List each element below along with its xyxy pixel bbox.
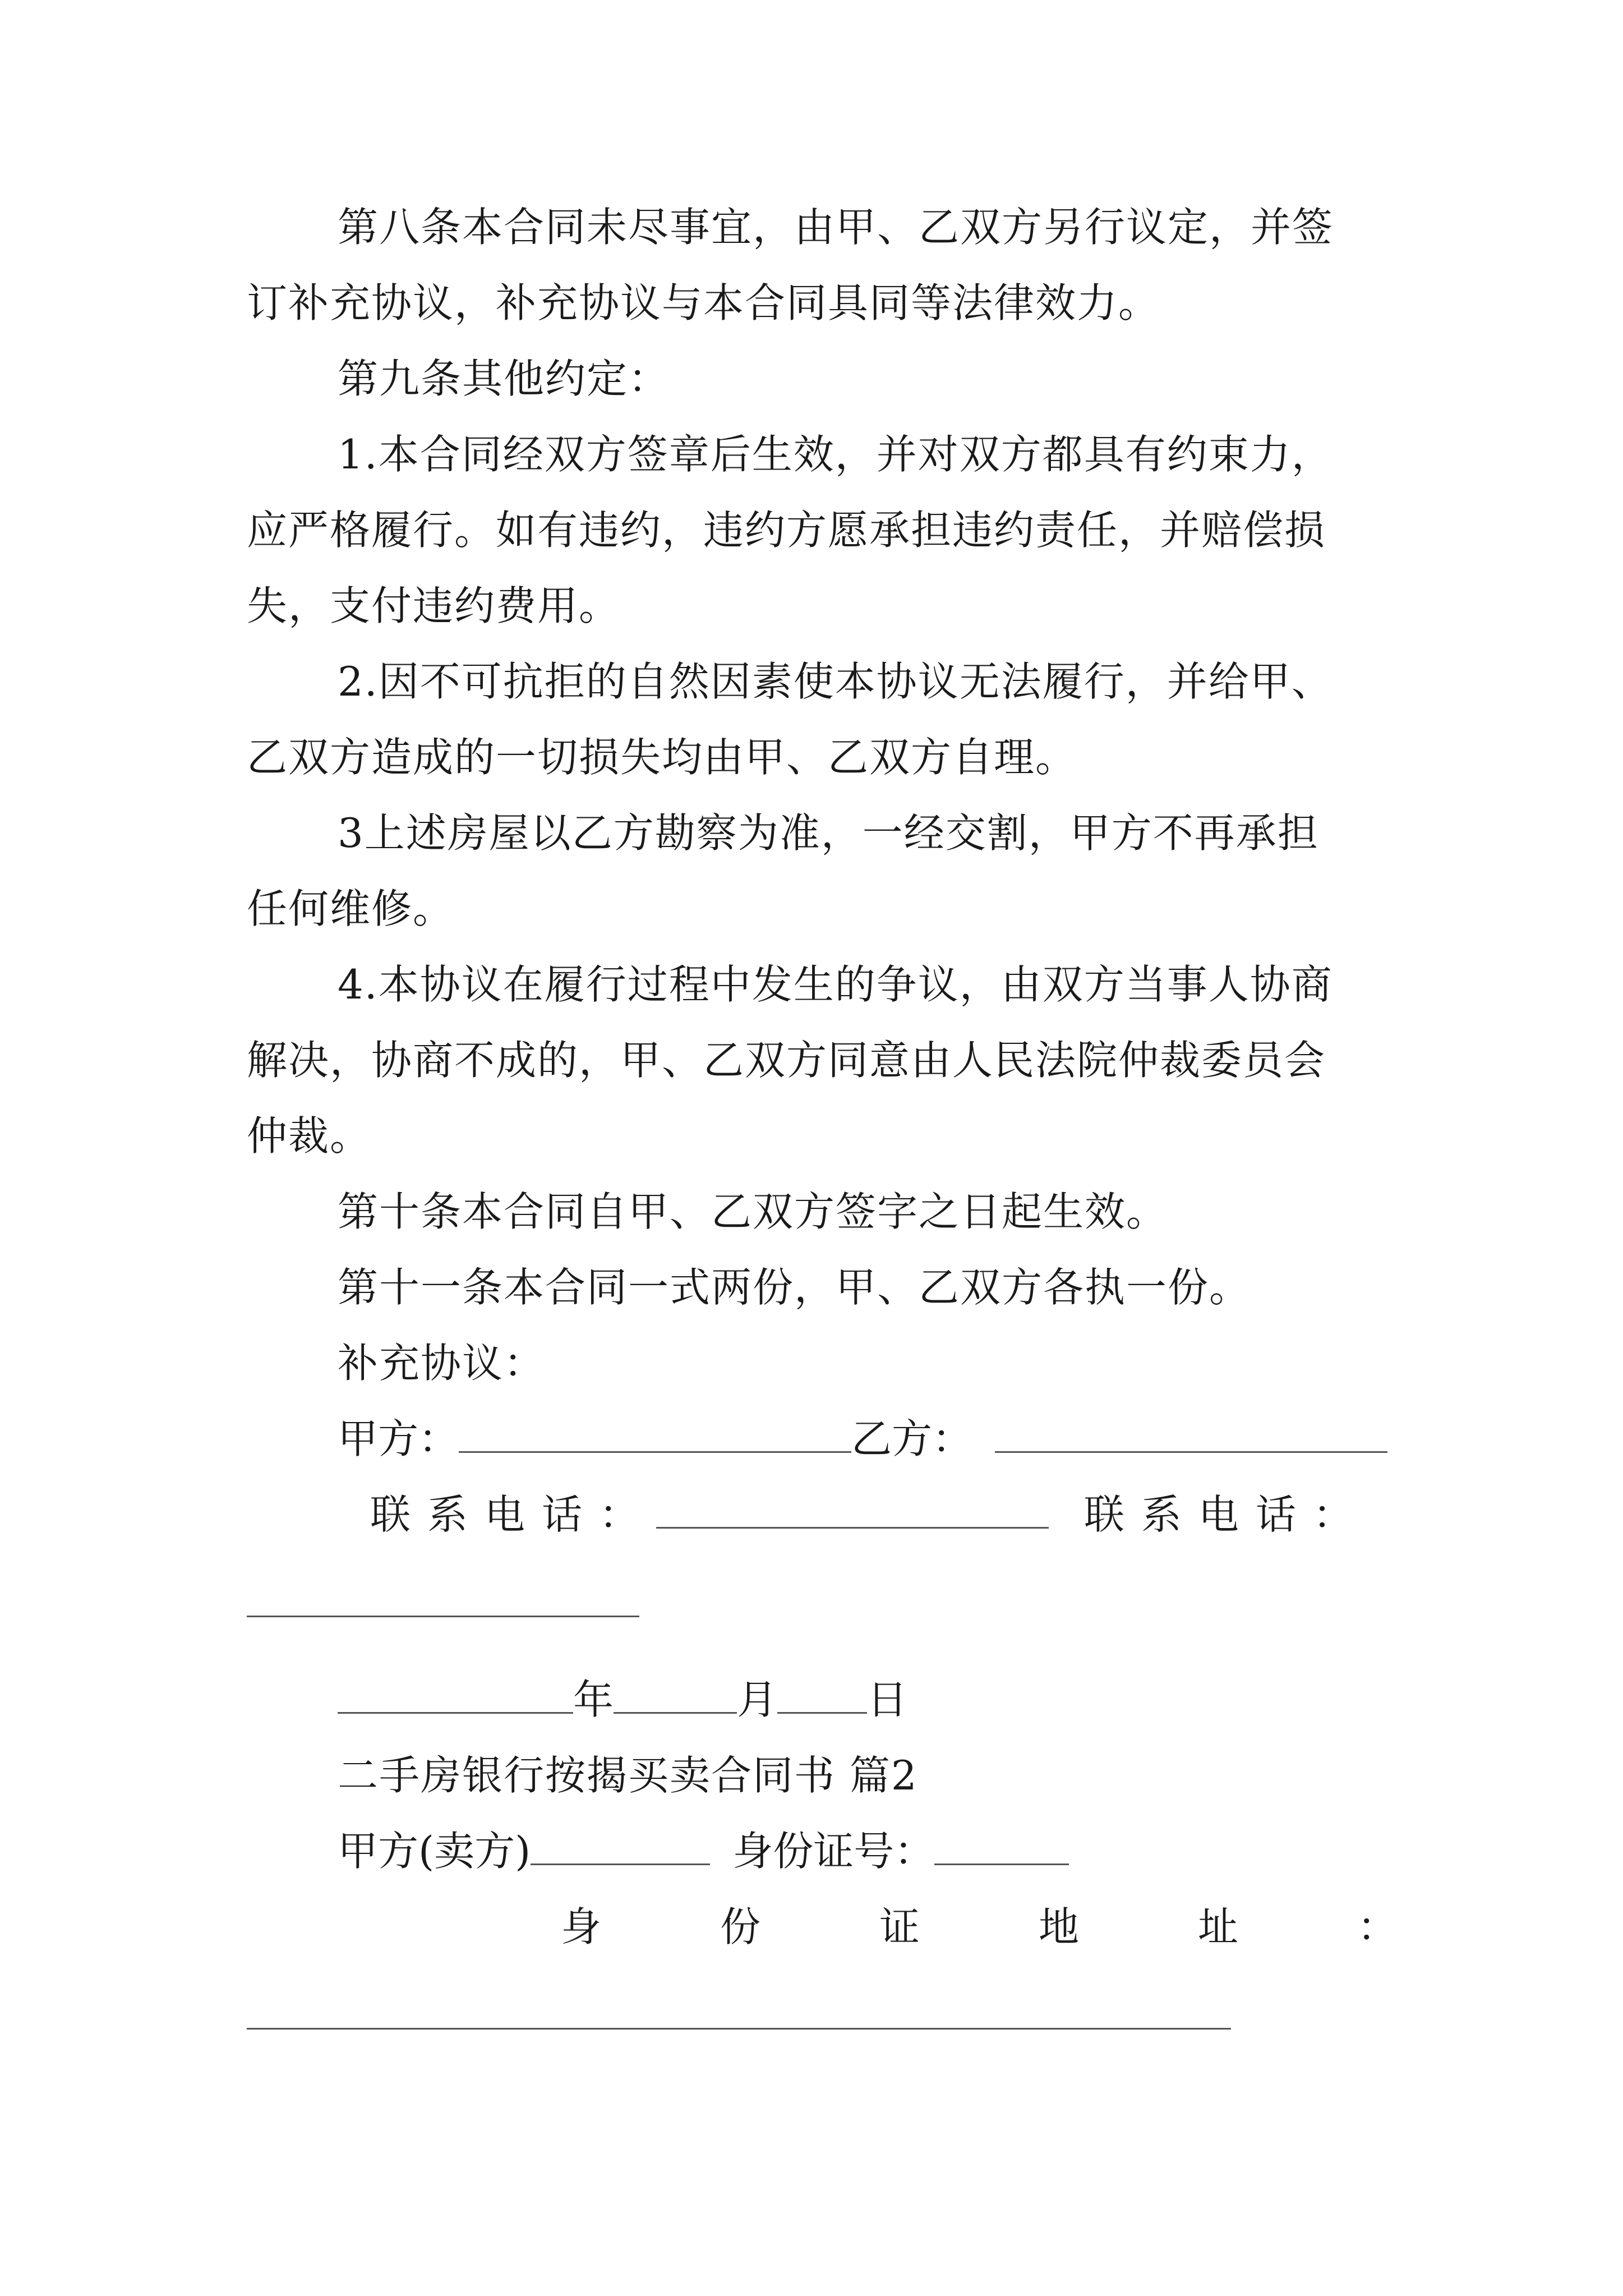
year-label: 年 bbox=[573, 1676, 614, 1723]
id-address-label: 身份证地址： bbox=[561, 1903, 1517, 1950]
date-line bbox=[338, 1674, 907, 1725]
paragraph-line: 4.本协议在履行过程中发生的争议，由双方当事人协商 bbox=[338, 961, 1333, 1008]
contact-label-a: 联系电话： bbox=[370, 1491, 657, 1538]
paragraph-line: 任何维修。 bbox=[247, 885, 455, 932]
month-label: 月 bbox=[737, 1676, 778, 1723]
paragraph-line: 第八条本合同未尽事宜，由甲、乙双方另行议定，并签 bbox=[338, 204, 1334, 251]
paragraph-line: 第九条其他约定： bbox=[338, 355, 670, 402]
paragraph-line: 解决，协商不成的，甲、乙双方同意由人民法院仲裁委员会 bbox=[247, 1037, 1326, 1084]
seller-line bbox=[338, 1826, 1069, 1876]
paragraph-line: 应严格履行。如有违约，违约方愿承担违约责任，并赔偿损 bbox=[247, 507, 1326, 554]
id-number-label: 身份证号： bbox=[732, 1828, 935, 1875]
seller-blank bbox=[531, 1830, 710, 1865]
month-blank bbox=[614, 1678, 737, 1714]
id-number-blank bbox=[934, 1830, 1069, 1865]
paragraph-line: 失，支付违约费用。 bbox=[247, 582, 621, 629]
party-signature-line bbox=[338, 1414, 1387, 1464]
day-blank bbox=[777, 1678, 867, 1714]
paragraph-line: 第十一条本合同一式两份，甲、乙双方各执一份。 bbox=[338, 1264, 1251, 1311]
contact-a-blank bbox=[656, 1493, 1049, 1529]
paragraph-line: 3上述房屋以乙方勘察为准，一经交割，甲方不再承担 bbox=[338, 809, 1319, 857]
seller-label: 甲方(卖方) bbox=[338, 1828, 531, 1875]
paragraph-line: 订补充协议，补充协议与本合同具同等法律效力。 bbox=[247, 279, 1160, 326]
year-blank bbox=[338, 1678, 573, 1714]
contact-b-blank bbox=[247, 1616, 639, 1617]
paragraph-line: 补充协议： bbox=[338, 1340, 546, 1387]
paragraph-line: 乙双方造成的一切损失均由甲、乙双方自理。 bbox=[247, 734, 1077, 781]
contact-line bbox=[370, 1489, 1370, 1540]
paragraph-line: 仲裁。 bbox=[247, 1112, 372, 1159]
party-a-label: 甲方： bbox=[338, 1415, 459, 1462]
paragraph-line: 2.因不可抗拒的自然因素使本协议无法履行，并给甲、 bbox=[338, 658, 1333, 705]
party-b-label: 乙方： bbox=[851, 1415, 973, 1462]
section-title: 二手房银行按揭买卖合同书 篇2 bbox=[338, 1752, 918, 1799]
party-a-blank bbox=[459, 1418, 851, 1453]
day-label: 日 bbox=[867, 1676, 908, 1723]
paragraph-line: 1.本合同经双方签章后生效，并对双方都具有约束力， bbox=[338, 431, 1333, 478]
contact-label-b: 联系电话： bbox=[1083, 1491, 1370, 1538]
party-b-blank bbox=[995, 1418, 1387, 1453]
id-address-blank bbox=[247, 2028, 1231, 2030]
paragraph-line: 第十条本合同自甲、乙双方签字之日起生效。 bbox=[338, 1188, 1168, 1235]
